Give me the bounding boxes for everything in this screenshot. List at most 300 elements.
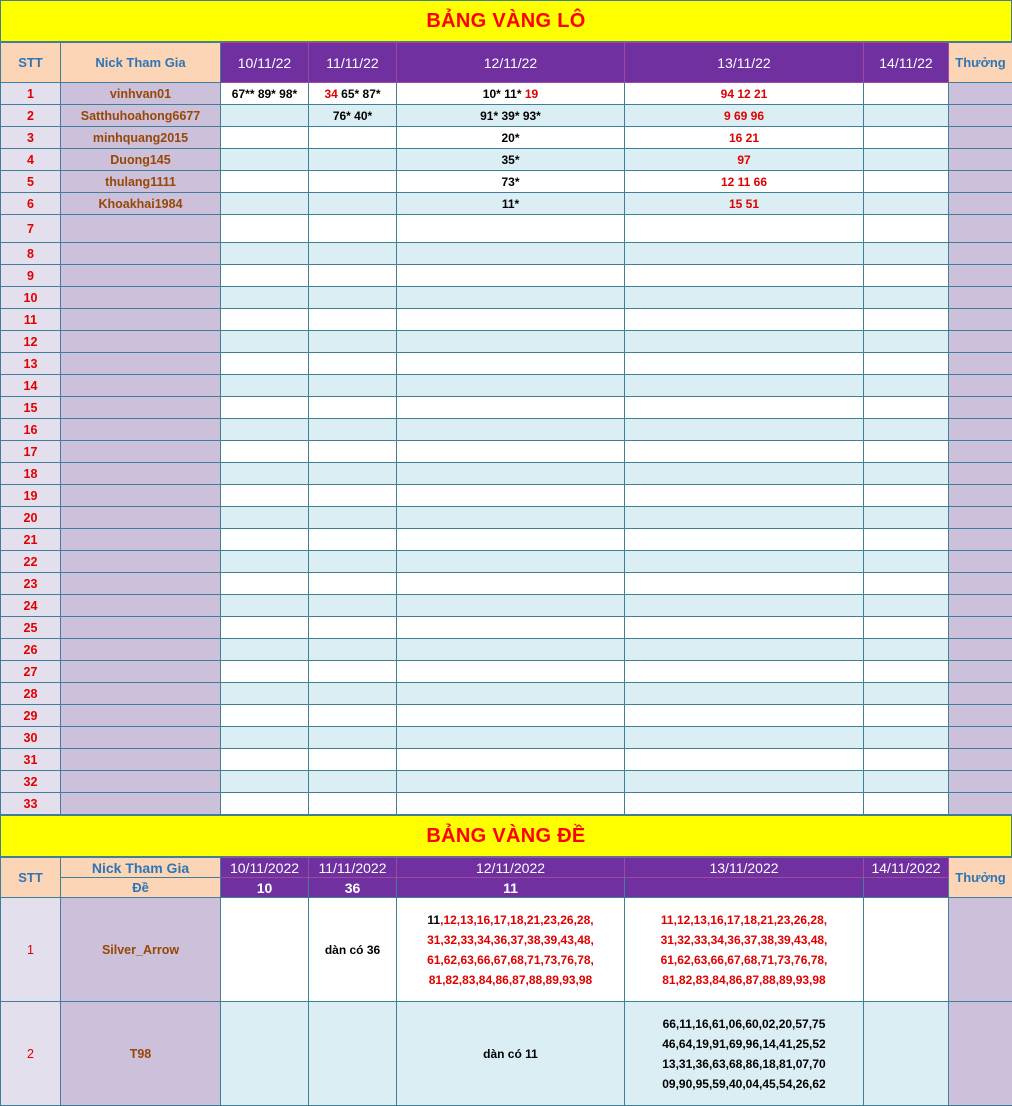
lo-row (1, 171, 1012, 193)
lo-cell-date-3 (397, 193, 625, 215)
lo-row-nick (61, 265, 221, 287)
lo-cell-date-2 (309, 243, 397, 265)
lo-cell-date-1 (221, 287, 309, 309)
lo-row-nick (61, 529, 221, 551)
lo-cell-date-1 (221, 551, 309, 573)
lo-cell-date-2 (309, 705, 397, 727)
de-cell-date-3 (397, 898, 625, 1002)
lo-cell-date-1 (221, 683, 309, 705)
lo-cell-date-4 (625, 127, 864, 149)
de-cell-date-1 (221, 898, 309, 1002)
lo-cell-date-4 (625, 419, 864, 441)
lo-cell-date-4 (625, 727, 864, 749)
lo-row (1, 749, 1012, 771)
lo-cell-date-4 (625, 661, 864, 683)
lo-cell-date-1 (221, 485, 309, 507)
lo-row-stt: 26 (1, 639, 61, 661)
de-header-row-1 (1, 858, 1012, 878)
lo-cell-date-5 (864, 463, 949, 485)
lo-row (1, 331, 1012, 353)
lo-cell-date-5 (864, 485, 949, 507)
lo-cell-date-2 (309, 127, 397, 149)
lo-row-nick: Satthuhoahong6677 (61, 105, 221, 127)
lo-cell-date-4 (625, 573, 864, 595)
lo-row-stt: 10 (1, 287, 61, 309)
lo-row-nick (61, 243, 221, 265)
lo-cell-date-1 (221, 243, 309, 265)
lo-row (1, 397, 1012, 419)
lo-row-nick (61, 661, 221, 683)
lo-row-stt: 8 (1, 243, 61, 265)
lo-cell-date-1 (221, 463, 309, 485)
lo-cell-date-3 (397, 771, 625, 793)
lo-row-nick (61, 573, 221, 595)
lo-row-stt: 12 (1, 331, 61, 353)
lo-row-nick (61, 309, 221, 331)
lo-cell-date-1 (221, 749, 309, 771)
lo-cell-date-4-text: 94 12 21 (720, 86, 768, 101)
lo-cell-date-3 (397, 507, 625, 529)
de-cell-date-4 (625, 898, 864, 1002)
lo-row (1, 375, 1012, 397)
lo-cell-date-1 (221, 171, 309, 193)
lo-row-nick (61, 683, 221, 705)
lo-row-stt: 5 (1, 171, 61, 193)
lo-row-nick (61, 485, 221, 507)
lo-row-stt: 9 (1, 265, 61, 287)
lo-row-nick (61, 727, 221, 749)
lo-row-thuong (949, 215, 1012, 243)
de-cell-date-4 (625, 1002, 864, 1106)
lo-cell-date-2 (309, 171, 397, 193)
lo-cell-date-2 (309, 309, 397, 331)
lo-cell-date-5 (864, 639, 949, 661)
lo-cell-date-2 (309, 749, 397, 771)
lo-row-stt: 29 (1, 705, 61, 727)
lo-cell-date-1 (221, 529, 309, 551)
lo-row-stt: 6 (1, 193, 61, 215)
lo-row-thuong (949, 485, 1012, 507)
lo-cell-date-4 (625, 105, 864, 127)
lo-row-thuong (949, 353, 1012, 375)
lo-cell-date-5 (864, 573, 949, 595)
lo-row-nick: minhquang2015 (61, 127, 221, 149)
lo-cell-date-5 (864, 705, 949, 727)
de-table (0, 857, 1012, 1106)
lo-cell-date-2-text: 76* 40* (332, 108, 373, 123)
lo-cell-date-4 (625, 331, 864, 353)
lo-row (1, 463, 1012, 485)
lo-cell-date-5 (864, 127, 949, 149)
lo-row-stt: 4 (1, 149, 61, 171)
lo-row-thuong (949, 331, 1012, 353)
lo-table (0, 42, 1012, 815)
lo-cell-date-1 (221, 661, 309, 683)
lo-row-nick (61, 749, 221, 771)
lo-cell-date-5 (864, 529, 949, 551)
lo-cell-date-3 (397, 683, 625, 705)
lo-cell-date-1 (221, 105, 309, 127)
lo-cell-date-2 (309, 507, 397, 529)
lo-row-nick (61, 419, 221, 441)
lo-cell-date-3 (397, 727, 625, 749)
lo-row-thuong (949, 171, 1012, 193)
lo-row-thuong (949, 193, 1012, 215)
lo-cell-date-3 (397, 265, 625, 287)
lo-cell-date-5 (864, 171, 949, 193)
lo-row-thuong (949, 287, 1012, 309)
lo-cell-date-2-text: 34 (324, 86, 338, 101)
lo-cell-date-3 (397, 749, 625, 771)
lo-cell-date-5 (864, 375, 949, 397)
de-header-nick: Nick Tham Gia (61, 858, 221, 878)
de-result-3: 11 (397, 878, 625, 898)
de-cell-date-3 (397, 1002, 625, 1106)
lo-cell-date-2 (309, 193, 397, 215)
lo-row (1, 705, 1012, 727)
lo-cell-date-4 (625, 705, 864, 727)
lo-row-thuong (949, 507, 1012, 529)
lo-cell-date-5 (864, 749, 949, 771)
lo-row-thuong (949, 309, 1012, 331)
lo-cell-date-4 (625, 793, 864, 815)
lo-row (1, 507, 1012, 529)
lo-row-stt: 33 (1, 793, 61, 815)
lo-row (1, 727, 1012, 749)
lo-cell-date-4 (625, 463, 864, 485)
lo-cell-date-5 (864, 441, 949, 463)
lo-cell-date-3-text: 19 (524, 86, 539, 101)
lo-cell-date-3 (397, 353, 625, 375)
lo-cell-date-2-text: 65* 87* (337, 86, 381, 101)
lo-cell-date-3 (397, 287, 625, 309)
lo-cell-date-1 (221, 331, 309, 353)
lo-row-stt: 19 (1, 485, 61, 507)
de-cell-date-2 (309, 1002, 397, 1106)
lo-row (1, 127, 1012, 149)
lo-cell-date-4 (625, 193, 864, 215)
lo-row-stt: 20 (1, 507, 61, 529)
lo-cell-date-4-text: 15 51 (728, 196, 760, 211)
lo-cell-date-1 (221, 127, 309, 149)
lo-row-stt: 1 (1, 83, 61, 105)
lo-row (1, 441, 1012, 463)
lo-row-nick (61, 639, 221, 661)
lo-cell-date-1 (221, 193, 309, 215)
lo-row-stt: 27 (1, 661, 61, 683)
lo-cell-date-1 (221, 727, 309, 749)
lo-row (1, 83, 1012, 105)
lo-cell-date-3 (397, 171, 625, 193)
lo-cell-date-4 (625, 595, 864, 617)
lo-cell-date-4 (625, 397, 864, 419)
lo-cell-date-3 (397, 661, 625, 683)
lo-row (1, 105, 1012, 127)
lo-cell-date-5 (864, 683, 949, 705)
lo-row-thuong (949, 771, 1012, 793)
lo-cell-date-4-text: 9 69 96 (723, 108, 765, 123)
lo-cell-date-1 (221, 639, 309, 661)
lo-cell-date-5 (864, 215, 949, 243)
lo-row-nick (61, 331, 221, 353)
lo-row-thuong (949, 529, 1012, 551)
lo-cell-date-3 (397, 309, 625, 331)
lo-cell-date-2 (309, 771, 397, 793)
lo-header-date-2: 11/11/22 (309, 43, 397, 83)
lo-row-nick: Duong145 (61, 149, 221, 171)
lo-row (1, 287, 1012, 309)
lo-cell-date-3 (397, 331, 625, 353)
lo-cell-date-3 (397, 617, 625, 639)
lo-cell-date-2 (309, 105, 397, 127)
lo-row-nick (61, 551, 221, 573)
lo-header-date-4: 13/11/22 (625, 43, 864, 83)
lo-cell-date-2 (309, 441, 397, 463)
de-cell-date-3-text: ,12,13,16,17,18,21,23,26,28, 31,32,33,34,36,37,38,39,43,48, 61,62,63,66,67,68,71,73,76,78, 81,82,83,84,86,87,88,89,93,98 (427, 912, 594, 987)
lo-cell-date-1 (221, 309, 309, 331)
de-header-date-1: 10/11/2022 (221, 858, 309, 878)
lo-cell-date-3 (397, 441, 625, 463)
lo-cell-date-3 (397, 419, 625, 441)
lo-cell-date-2 (309, 83, 397, 105)
lo-header-nick: Nick Tham Gia (61, 43, 221, 83)
lo-row-thuong (949, 265, 1012, 287)
lo-cell-date-2 (309, 683, 397, 705)
lo-cell-date-3-text: 11* (501, 196, 520, 211)
lo-row-stt: 7 (1, 215, 61, 243)
lo-row-nick: thulang1111 (61, 171, 221, 193)
lo-row-stt: 23 (1, 573, 61, 595)
lo-cell-date-4 (625, 309, 864, 331)
lo-cell-date-3 (397, 149, 625, 171)
lo-cell-date-2 (309, 375, 397, 397)
lo-cell-date-1 (221, 149, 309, 171)
lo-header-date-1: 10/11/22 (221, 43, 309, 83)
lo-cell-date-3 (397, 595, 625, 617)
lo-row (1, 683, 1012, 705)
lo-row (1, 485, 1012, 507)
de-row (1, 898, 1012, 1002)
de-result-5 (864, 878, 949, 898)
lo-cell-date-1 (221, 595, 309, 617)
lo-row-thuong (949, 149, 1012, 171)
lo-cell-date-4 (625, 551, 864, 573)
lo-cell-date-3-text: 10* 11* (482, 86, 525, 101)
lo-row-nick (61, 375, 221, 397)
de-result-4 (625, 878, 864, 898)
lo-row-stt: 25 (1, 617, 61, 639)
lo-cell-date-3 (397, 485, 625, 507)
lo-row (1, 617, 1012, 639)
lo-cell-date-4 (625, 529, 864, 551)
lo-cell-date-5 (864, 617, 949, 639)
de-cell-date-4-text: 66,11,16,61,06,60,02,20,57,75 46,64,19,91,69,96,14,41,25,52 13,31,36,63,68,86,18,81,07,70 09,90,95,59,40,04,45,54,26,62 (662, 1016, 826, 1091)
lo-cell-date-1 (221, 419, 309, 441)
lo-cell-date-5 (864, 507, 949, 529)
lo-row-stt: 21 (1, 529, 61, 551)
lo-row (1, 193, 1012, 215)
de-title-banner (0, 815, 1012, 857)
lo-cell-date-3-text: 73* (501, 174, 520, 189)
lo-row (1, 243, 1012, 265)
de-row-nick: Silver_Arrow (61, 898, 221, 1002)
lo-cell-date-4 (625, 353, 864, 375)
lo-row-nick (61, 507, 221, 529)
lo-cell-date-4 (625, 749, 864, 771)
lo-cell-date-3 (397, 705, 625, 727)
lo-row-thuong (949, 661, 1012, 683)
lo-cell-date-4 (625, 215, 864, 243)
lo-row (1, 215, 1012, 243)
lo-cell-date-5 (864, 309, 949, 331)
lo-cell-date-2 (309, 463, 397, 485)
de-row-thuong (949, 898, 1012, 1002)
lo-cell-date-3 (397, 463, 625, 485)
lo-cell-date-4-text: 16 21 (728, 130, 760, 145)
lo-row-nick (61, 397, 221, 419)
lo-cell-date-3 (397, 397, 625, 419)
de-row-stt: 2 (1, 1002, 61, 1106)
lo-row-nick (61, 215, 221, 243)
lo-cell-date-5 (864, 771, 949, 793)
lo-cell-date-2 (309, 529, 397, 551)
lo-row (1, 793, 1012, 815)
de-row-thuong (949, 1002, 1012, 1106)
lo-row (1, 639, 1012, 661)
lo-row-nick (61, 287, 221, 309)
lo-cell-date-1 (221, 793, 309, 815)
lo-cell-date-1 (221, 441, 309, 463)
lo-row (1, 529, 1012, 551)
lo-row-thuong (949, 683, 1012, 705)
lo-row (1, 265, 1012, 287)
lo-row (1, 595, 1012, 617)
lo-cell-date-2 (309, 353, 397, 375)
lo-cell-date-4 (625, 149, 864, 171)
lo-row-stt: 18 (1, 463, 61, 485)
de-header-date-3: 12/11/2022 (397, 858, 625, 878)
lo-row-stt: 13 (1, 353, 61, 375)
lo-cell-date-4-text: 12 11 66 (720, 174, 768, 189)
lo-row (1, 309, 1012, 331)
lo-row-thuong (949, 705, 1012, 727)
lo-cell-date-4 (625, 287, 864, 309)
lo-row-thuong (949, 105, 1012, 127)
lo-cell-date-3 (397, 573, 625, 595)
de-header-thuong: Thưởng (949, 858, 1012, 898)
lo-cell-date-2 (309, 419, 397, 441)
lo-header-stt: STT (1, 43, 61, 83)
lo-row-thuong (949, 617, 1012, 639)
lo-row-stt: 15 (1, 397, 61, 419)
lo-cell-date-1 (221, 397, 309, 419)
lo-cell-date-4 (625, 639, 864, 661)
lo-header-thuong: Thưởng (949, 43, 1012, 83)
lo-row-nick (61, 617, 221, 639)
lo-row (1, 419, 1012, 441)
lo-row-thuong (949, 595, 1012, 617)
lo-row-nick (61, 793, 221, 815)
lo-row-thuong (949, 83, 1012, 105)
de-header-date-5: 14/11/2022 (864, 858, 949, 878)
lo-cell-date-2 (309, 287, 397, 309)
lo-cell-date-2 (309, 727, 397, 749)
lo-cell-date-5 (864, 419, 949, 441)
lo-row-stt: 2 (1, 105, 61, 127)
lo-cell-date-2 (309, 149, 397, 171)
lo-cell-date-1 (221, 771, 309, 793)
lo-row-thuong (949, 463, 1012, 485)
de-cell-date-1 (221, 1002, 309, 1106)
lo-cell-date-2 (309, 551, 397, 573)
lo-cell-date-1 (221, 215, 309, 243)
lo-title: BẢNG VÀNG LÔ (426, 9, 586, 32)
de-header-date-4: 13/11/2022 (625, 858, 864, 878)
lo-cell-date-5 (864, 105, 949, 127)
de-row-stt: 1 (1, 898, 61, 1002)
lo-row (1, 149, 1012, 171)
lo-cell-date-5 (864, 149, 949, 171)
lo-cell-date-2 (309, 265, 397, 287)
lo-cell-date-5 (864, 793, 949, 815)
de-row (1, 1002, 1012, 1106)
lo-cell-date-2 (309, 639, 397, 661)
lo-cell-date-2 (309, 331, 397, 353)
lo-cell-date-2 (309, 215, 397, 243)
lo-row-stt: 3 (1, 127, 61, 149)
lo-cell-date-3 (397, 83, 625, 105)
de-header-date-2: 11/11/2022 (309, 858, 397, 878)
lo-cell-date-5 (864, 83, 949, 105)
de-header-stt: STT (1, 858, 61, 898)
lo-cell-date-5 (864, 727, 949, 749)
lo-cell-date-1 (221, 375, 309, 397)
lo-cell-date-3-text: 20* (501, 130, 520, 145)
de-cell-date-4-text: 11,12,13,16,17,18,21,23,26,28, 31,32,33,34,36,37,38,39,43,48, 61,62,63,66,67,68,71,73,76,78, 81,82,83,84,86,87,88,89,93,98 (660, 912, 828, 987)
lo-row-stt: 32 (1, 771, 61, 793)
lo-cell-date-1-text: 67** 89* 98* (231, 86, 298, 101)
lo-row-stt: 16 (1, 419, 61, 441)
lo-title-banner (0, 0, 1012, 42)
lo-cell-date-1 (221, 265, 309, 287)
lo-cell-date-3 (397, 793, 625, 815)
lo-row-stt: 24 (1, 595, 61, 617)
lo-row-stt: 14 (1, 375, 61, 397)
lo-header-date-3: 12/11/22 (397, 43, 625, 83)
lo-cell-date-3 (397, 529, 625, 551)
de-cell-date-5 (864, 1002, 949, 1106)
lo-row-thuong (949, 749, 1012, 771)
lo-row-nick (61, 463, 221, 485)
de-cell-date-5 (864, 898, 949, 1002)
de-header-row-2 (1, 878, 1012, 898)
lo-row (1, 771, 1012, 793)
lo-cell-date-3 (397, 105, 625, 127)
lo-row-thuong (949, 793, 1012, 815)
lo-row-stt: 28 (1, 683, 61, 705)
lo-row-thuong (949, 551, 1012, 573)
lo-cell-date-5 (864, 287, 949, 309)
lo-cell-date-2 (309, 661, 397, 683)
de-cell-date-2-text: dàn có 36 (324, 942, 381, 957)
lo-cell-date-4 (625, 441, 864, 463)
de-cell-date-3-text: 11 (427, 912, 441, 927)
lo-cell-date-3 (397, 551, 625, 573)
lo-cell-date-3 (397, 375, 625, 397)
lo-cell-date-5 (864, 661, 949, 683)
lo-cell-date-3-text: 91* 39* 93* (480, 108, 541, 123)
lo-cell-date-5 (864, 551, 949, 573)
